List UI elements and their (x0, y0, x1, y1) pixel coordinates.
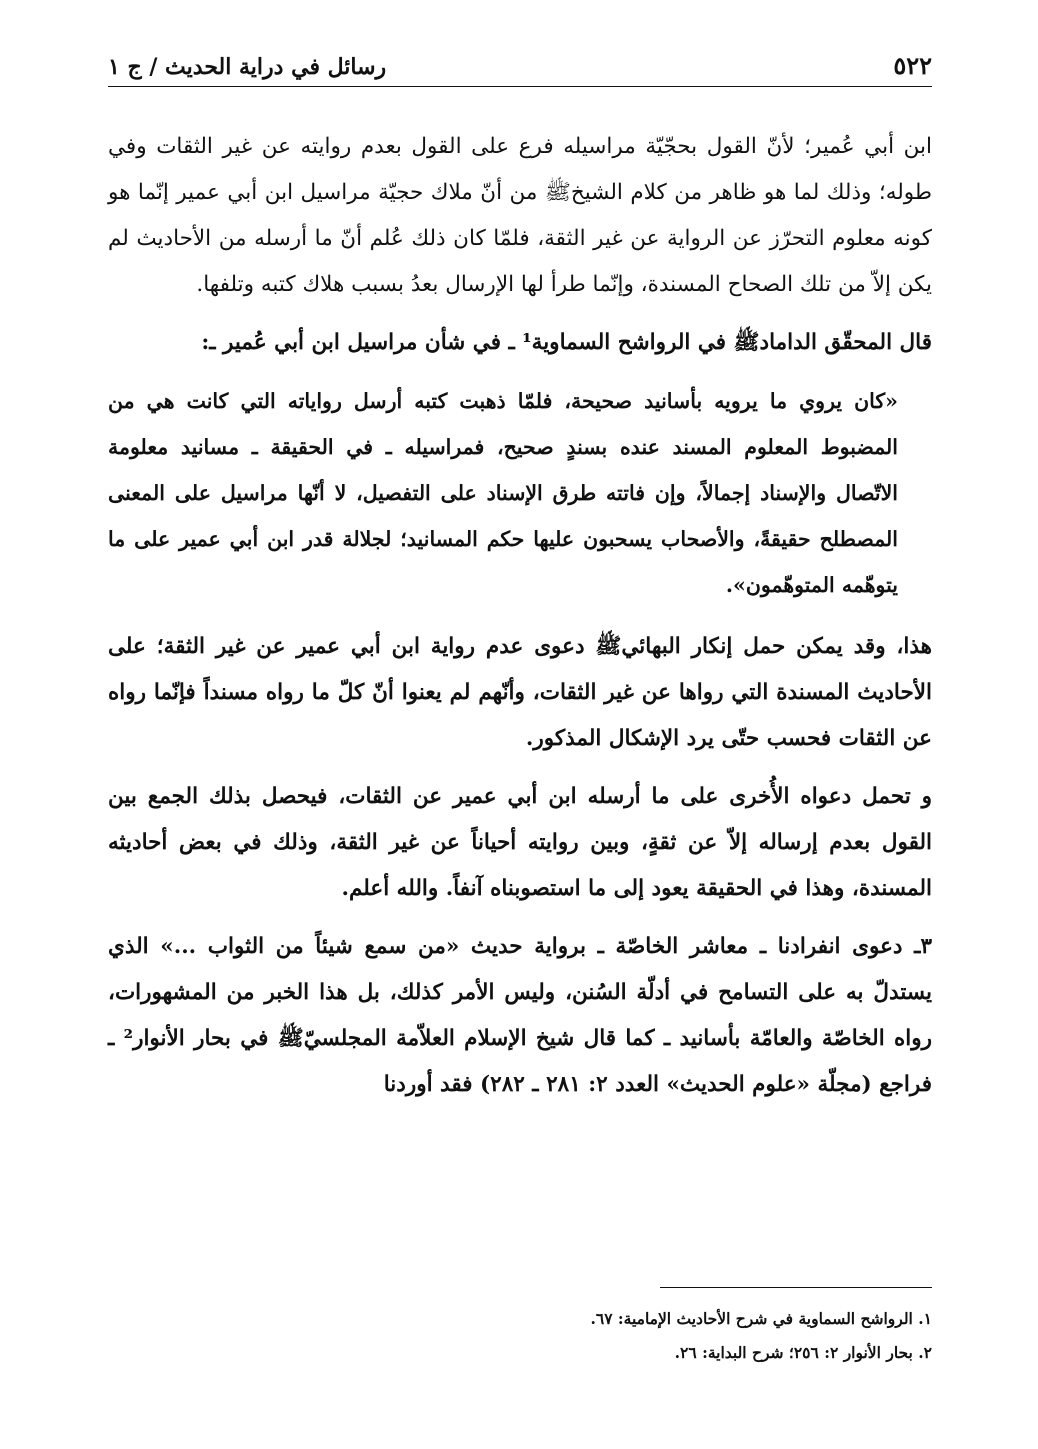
footnote-1: ١. الرواشح السماوية في شرح الأحاديث الإمامية: ٦٧. (590, 1309, 932, 1328)
main-text (108, 124, 932, 1120)
page-header (108, 40, 932, 80)
paragraph-2: قال المحقّق الداماد‏ﷺ في الرواشح السماوية¹ ـ في شأن مراسيل ابن أبي عُمير ـ: (201, 330, 932, 355)
block-quote: «كان يروي ما يرويه بأسانيد صحيحة، فلمّا ذهبت كتبه أرسل رواياته التي كانت هي من المضبوط المعلوم المسند عنده بسندٍ صحيح، فمراسيله ـ في الحقيقة ـ مسانيد معلومة الاتّصال والإسناد إجمالاً، وإن فاتته طرق الإسناد على التفصيل، لا أنّها مراسيل على المعنى المصطلح حقيقةً، والأصحاب يسحبون عليها حكم المسانيد؛ لجلالة قدر ابن أبي عمير على ما يتوهّمه المتوهّمون». (108, 389, 898, 597)
paragraph-5: ٣ـ دعوى انفرادنا ـ معاشر الخاصّة ـ برواية حديث «من سمع شيئاً من الثواب ...» الذي يستدلّ به على التسامح في أدلّة السُنن، وليس الأمر كذلك، بل هذا الخبر من المشهورات، رواه الخاصّة والعامّة بأسانيد ـ كما قال شيخ الإسلام العلاّمة المجلسيّ‏ﷺ في بحار الأنوار² ـ فراجع (مجلّة «علوم الحديث» العدد ٢: ٢٨١ ـ ٢٨٢) فقد أوردنا (108, 934, 932, 1097)
header-divider (108, 86, 932, 87)
footnote-divider (660, 1287, 932, 1288)
paragraph-3: هذا، وقد يمكن حمل إنكار البهائي‏ﷺ دعوى عدم رواية ابن أبي عمير عن غير الثقة؛ على الأحاديث المسندة التي رواها عن غير الثقات، وأنّهم لم يعنوا أنّ كلّ ما رواه مسنداً فإنّما رواه عن الثقات فحسب حتّى يرد الإشكال المذكور. (108, 634, 932, 751)
running-title: رسائل في دراية الحديث / ج ١ (108, 54, 387, 80)
paragraph-1: ابن أبي عُمير؛ لأنّ القول بحجّيّة مراسيله فرع على القول بعدم روايته عن غير الثقات وفي طوله؛ وذلك لما هو ظاهر من كلام الشيخ‏ﷺ من أنّ ملاك حجيّة مراسيل ابن أبي عمير إنّما هو كونه معلوم التحرّز عن الرواية عن غير الثقة، فلمّا كان ذلك عُلم أنّ ما أرسله من الأحاديث لم يكن إلاّ من تلك الصحاح المسندة، وإنّما طرأ لها الإرسال بعدُ بسبب هلاك كتبه وتلفها. (108, 134, 932, 297)
paragraph-4: و تحمل دعواه الأُخرى على ما أرسله ابن أبي عمير عن الثقات، فيحصل بذلك الجمع بين القول بعدم إرساله إلاّ عن ثقةٍ، وبين روايته أحياناً عن غير الثقة، وذلك في بعض أحاديثه المسندة، وهذا في الحقيقة يعود إلى ما استصوبناه آنفاً. والله أعلم. (108, 784, 932, 901)
page-number: ٥٢٢ (893, 51, 932, 80)
footnotes (108, 1302, 932, 1370)
footnote-2: ٢. بحار الأنوار ٢: ٢٥٦؛ شرح البداية: ٢٦. (674, 1343, 932, 1362)
